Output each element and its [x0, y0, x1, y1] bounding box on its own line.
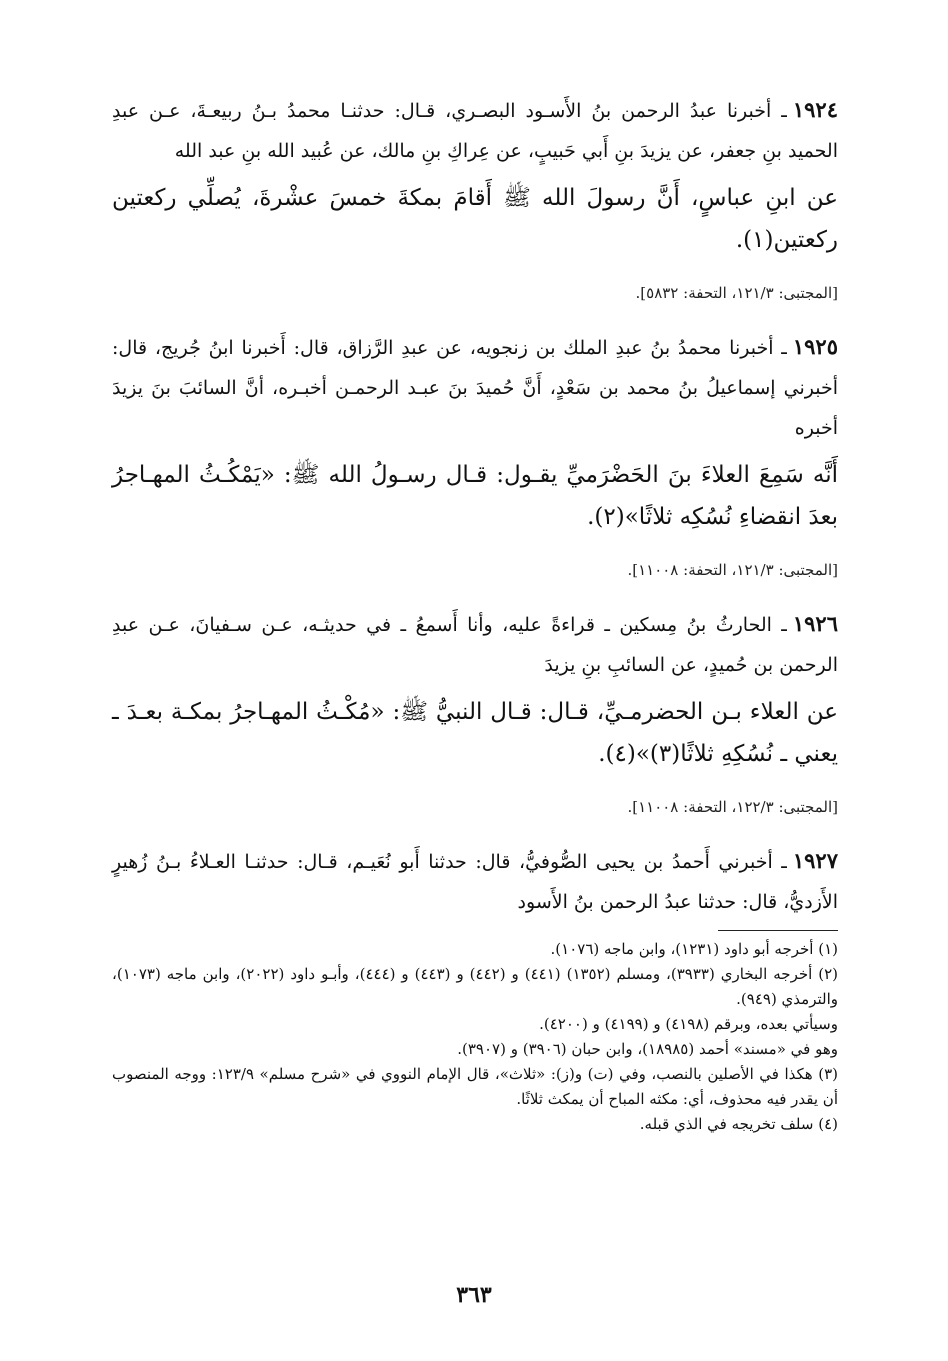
- hadith-chain: [112, 90, 838, 171]
- footnote: (١) أخرجه أبو داود (١٢٣١)، وابن ماجه (١٠٧٦).: [550, 940, 838, 958]
- page-number: ٣٦٣: [456, 1282, 492, 1308]
- hadith-number: ١٩٢٦: [792, 611, 838, 636]
- footnote: (٣) هكذا في الأصلين بالنصب، وفي (ت) و(ز): «ثلاث»، قال الإمام النووي في «شرح مسلم» ١٢٣/٩: ووجه المنصوب أن يقدر فيه محذوف، أي: مكثه المباح أن يمكث ثلاثًا.: [112, 1065, 838, 1108]
- footnote: (٢) أخرجه البخاري (٣٩٣٣)، ومسلم (١٣٥٢) (٤٤١) و (٤٤٢) و (٤٤٣) و (٤٤٤)، وأبـو داود (٢٠٢٢)، وابن ماجه (١٠٧٣)، والترمذي (٩٤٩).: [112, 965, 839, 1008]
- hadith-matn: عن العلاء بـن الحضرمـيِّ، قـال: قـال النبيُّ ﷺ: «مُكْـثُ المهـاجرُ بمكـة بعـدَ ـ يعني ـ نُسُكِهِ ثلاثًا(٣)»(٤).: [112, 699, 838, 767]
- hadith-number: ١٩٢٧: [792, 848, 838, 873]
- hadith-chain-text: ـ أخبرنا عبدُ الرحمن بنُ الأَسـود البصـري، قـال: حدثنـا محمدُ بـنُ ربيعـةَ، عـن عبدِ الحميد بنِ جعفر، عن يزيدَ بنِ أَبي حَبيبٍ، عن عِراكِ بنِ مالك، عن عُبيد الله بنِ عبد الله: [112, 100, 838, 162]
- hadith-1927: [112, 841, 838, 922]
- hadith-chain-text: ـ أخبرنا محمدُ بنُ عبدِ الملك بن زنجويه، عن عبدِ الرَّزاق، قال: أَخبرنا ابنُ جُريج، قال: أخبرني إسماعيلُ بنُ محمد بن سَعْدٍ، أَنَّ حُميدَ بنَ عبـد الرحمـن أخبـره، أنَّ السائبَ بنَ يزيدَ أخبره: [112, 337, 838, 439]
- footnote: (٤) سلف تخريجه في الذي قبله.: [639, 1115, 838, 1133]
- hadith-takhrij: [المجتبى: ١٢٢/٣، التحفة: ١١٠٠٨].: [627, 798, 838, 816]
- hadith-chain-text: ـ الحارثُ بنُ مِسكين ـ قراءةً عليه، وأنا أَسمعُ ـ في حديثـه، عـن سـفيانَ، عـن عبدِ الرحمن بن حُميدٍ، عن السائبِ بنِ يزيدَ: [112, 614, 838, 676]
- hadith-matn: عن ابنِ عباسٍ، أَنَّ رسولَ الله ﷺ أَقامَ بمكةَ خمسَ عشْرةَ، يُصلِّي ركعتين ركعتين(١).: [112, 185, 838, 253]
- footnote: وهو في «مسند» أحمد (١٨٩٨٥)، وابن حبان (٣٩٠٦) و (٣٩٠٧).: [457, 1040, 838, 1058]
- hadith-matn: أَنَّه سَمِعَ العلاءَ بنَ الحَضْرَميِّ يقـول: قـال رسـولُ الله ﷺ: «يَمْكُـثُ المهـاجرُ بعدَ انقضاءِ نُسُكِه ثلاثًا»(٢).: [112, 462, 838, 530]
- hadith-chain: [112, 327, 838, 448]
- hadith-chain-text: ـ أخبرني أَحمدُ بن يحيى الصُّوفيُّ، قال: حدثنا أَبو نُعَيـم، قـال: حدثنـا العـلاءُ بـنُ زُهيرٍ الأَزديُّ، قال: حدثنا عبدُ الرحمن بنُ الأَسود: [112, 851, 838, 913]
- hadith-takhrij: [المجتبى: ١٢١/٣، التحفة: ٥٨٣٢].: [635, 284, 838, 302]
- footnote-separator: [718, 930, 838, 931]
- hadith-1924: [112, 90, 838, 305]
- hadith-chain: [112, 841, 838, 922]
- hadith-1926: [112, 604, 838, 819]
- page-body: [112, 90, 838, 1137]
- hadith-number: ١٩٢٥: [792, 334, 838, 359]
- hadith-chain: [112, 604, 838, 685]
- footnote: وسيأتي بعده، وبرقم (٤١٩٨) و (٤١٩٩) و (٤٢٠٠).: [539, 1015, 838, 1033]
- footnotes: [112, 937, 838, 1137]
- hadith-takhrij: [المجتبى: ١٢١/٣، التحفة: ١١٠٠٨].: [627, 561, 838, 579]
- hadith-number: ١٩٢٤: [792, 97, 838, 122]
- hadith-1925: [112, 327, 838, 582]
